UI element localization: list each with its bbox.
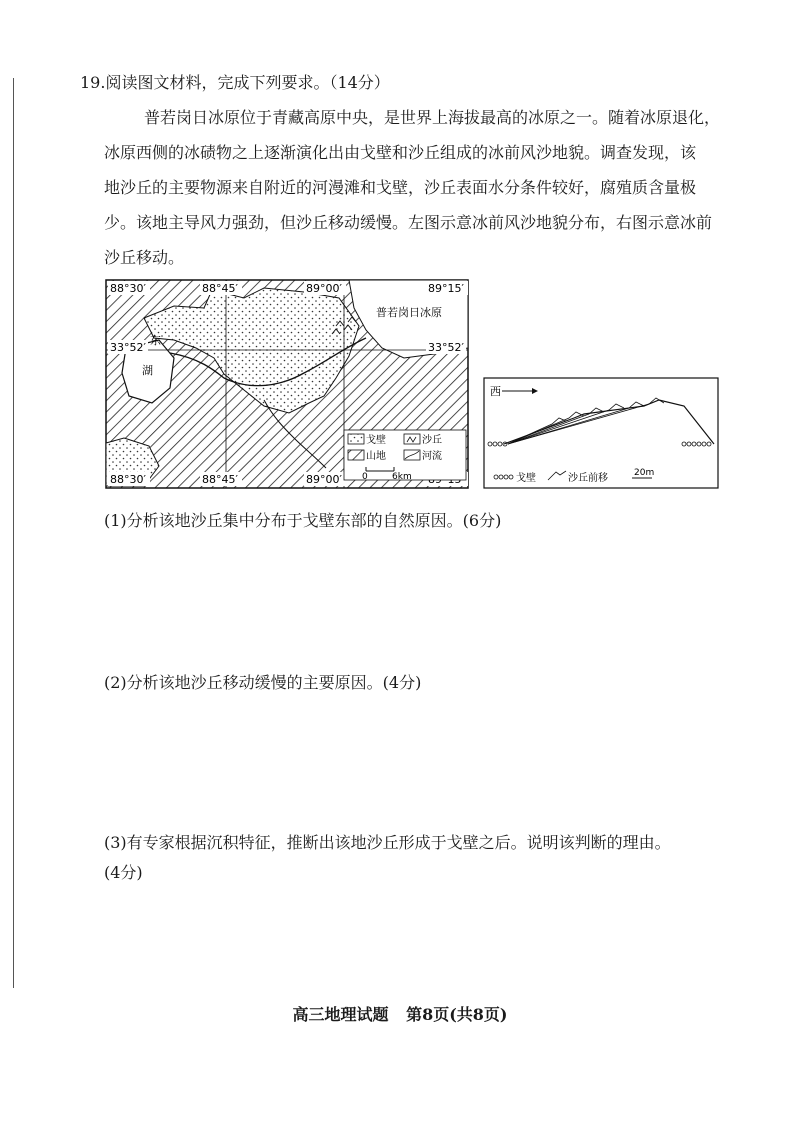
sub-question-1: (1)分析该地沙丘集中分布于戈壁东部的自然原因。(6分) — [104, 511, 502, 530]
paragraph-line-3: 地沙丘的主要物源来自附近的河漫滩和戈壁，沙丘表面水分条件较好，腐殖质含量极 — [104, 178, 697, 197]
sub-question-2: (2)分析该地沙丘移动缓慢的主要原因。(4分) — [104, 673, 422, 692]
question-title: 19.阅读图文材料，完成下列要求。（14分） — [80, 73, 390, 92]
paragraph-line-5: 沙丘移动。 — [104, 248, 185, 267]
map-legend — [344, 430, 466, 482]
lon-top-4: 89°15′ — [428, 282, 464, 295]
map-left — [106, 280, 468, 488]
legend-river: 河流 — [422, 451, 442, 462]
profile-legend-gobi: 戈壁 — [516, 473, 536, 484]
footer-subject: 高三地理试题 — [292, 1005, 389, 1024]
lake-label-east: 东 — [150, 334, 161, 347]
material-paragraph — [104, 100, 724, 275]
lon-top-1: 88°30′ — [110, 282, 146, 295]
legend-mountain: 山地 — [366, 451, 386, 462]
profile-direction: 西 — [490, 385, 501, 398]
legend-gobi: 戈壁 — [366, 435, 386, 446]
sub-question-3-line-2: (4分) — [104, 863, 143, 882]
paragraph-line-2: 冰原西侧的冰碛物之上逐渐演化出由戈壁和沙丘组成的冰前风沙地貌。调查发现，该 — [104, 143, 697, 162]
legend-mountain-swatch — [348, 450, 364, 460]
figure-svg — [104, 278, 724, 498]
legend-gobi-swatch — [348, 434, 364, 444]
sub-question-3-line-1: (3)有专家根据沉积特征，推断出该地沙丘形成于戈壁之后。说明该判断的理由。 — [104, 833, 671, 852]
lon-bottom-3: 89°00′ — [306, 473, 342, 486]
binding-margin-line — [13, 78, 14, 988]
profile-frame — [484, 378, 718, 488]
page-footer — [0, 1002, 800, 1025]
lon-top-3: 89°00′ — [306, 282, 342, 295]
figure-area — [104, 278, 724, 502]
sub-question-3 — [104, 828, 734, 888]
profile-right — [484, 378, 718, 488]
lon-bottom-2: 88°45′ — [202, 473, 238, 486]
paragraph-line-1: 普若岗日冰原位于青藏高原中央，是世界上海拔最高的冰原之一。随着冰原退化， — [144, 108, 721, 127]
lat-right: 33°52′ — [428, 341, 464, 354]
lake-label-lake: 湖 — [142, 364, 153, 377]
legend-dune: 沙丘 — [422, 435, 442, 446]
scale-km: 6km — [392, 472, 412, 482]
profile-legend-dune: 沙丘前移 — [568, 473, 608, 484]
scale-zero: 0 — [362, 472, 368, 482]
profile-scale: 20m — [634, 468, 655, 478]
footer-page-number: 第8页(共8页) — [406, 1005, 508, 1024]
lon-bottom-1: 88°30′ — [110, 473, 146, 486]
paragraph-line-4: 少。该地主导风力强劲，但沙丘移动缓慢。左图示意冰前风沙地貌分布，右图示意冰前 — [104, 213, 713, 232]
lon-top-2: 88°45′ — [202, 282, 238, 295]
lat-left: 33°52′ — [110, 341, 146, 354]
glacier-label: 普若岗日冰原 — [376, 306, 442, 319]
legend-dune-swatch — [404, 434, 420, 444]
